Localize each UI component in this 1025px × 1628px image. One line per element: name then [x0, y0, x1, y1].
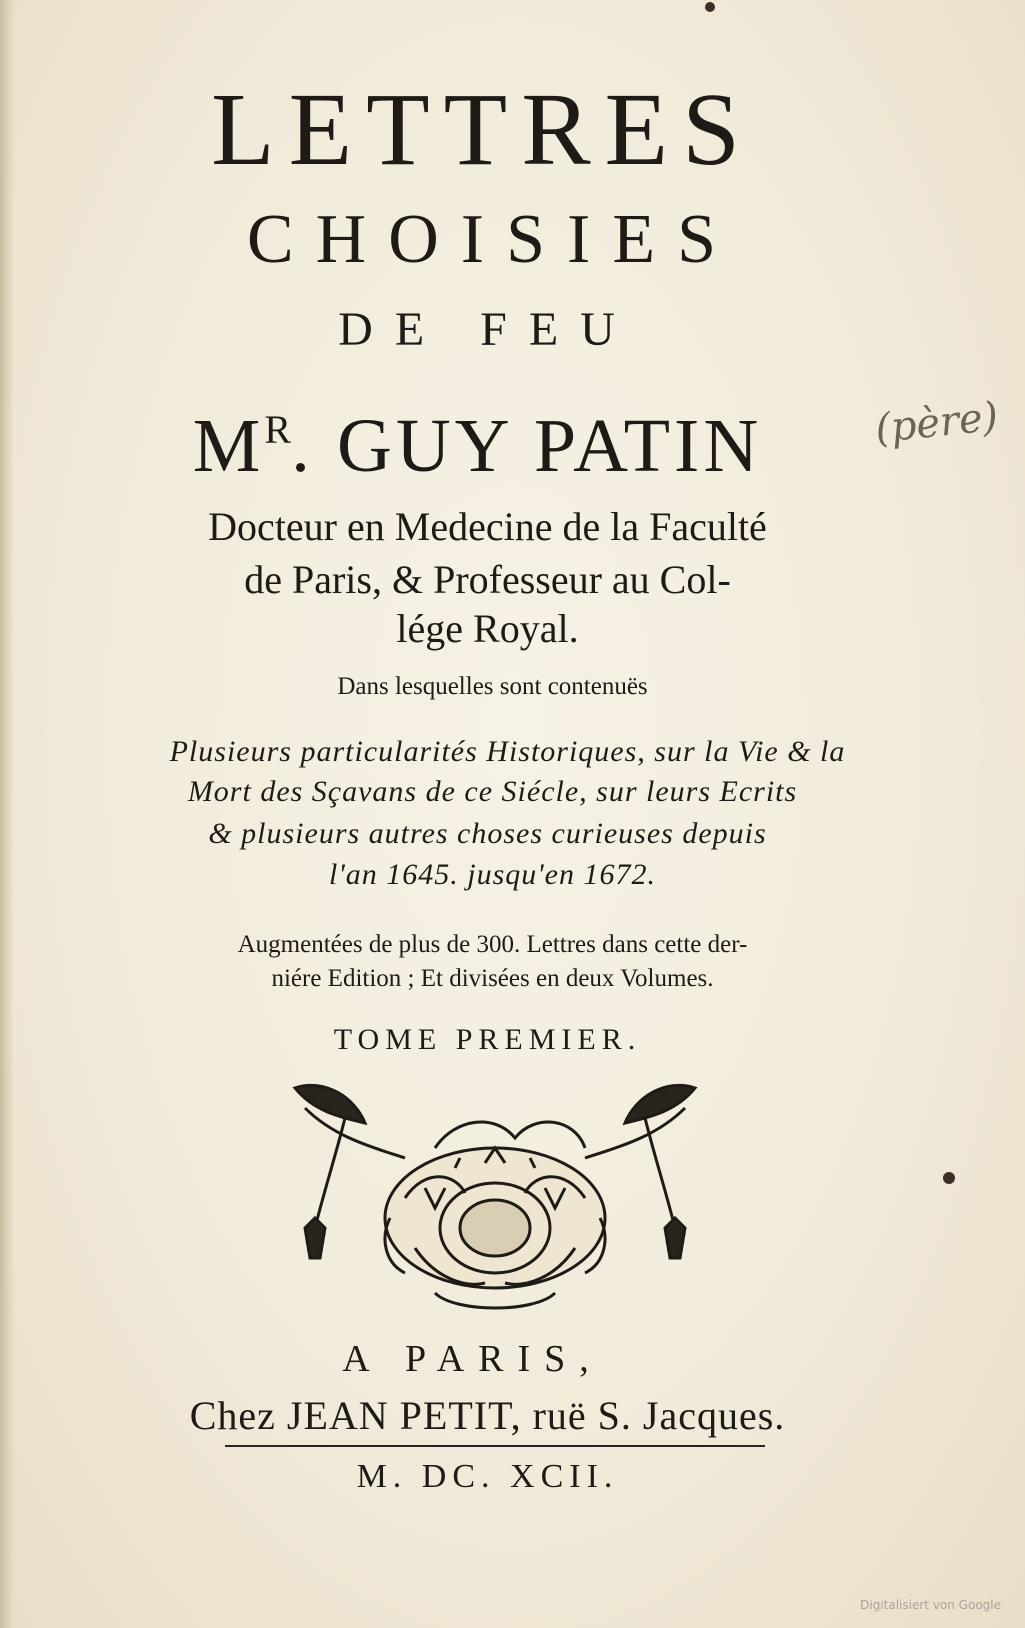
imprint-date: M. DC. XCII. — [356, 1458, 619, 1495]
ink-speck — [943, 1172, 955, 1184]
subtitle-line-2: de Paris, & Professeur au Col- — [244, 557, 731, 602]
author-name — [0, 385, 990, 491]
description-line-2: Mort des Sçavans de ce Siécle, sur leurs Ecrits — [187, 775, 798, 808]
floral-ornament-icon — [285, 1078, 705, 1323]
title-de-feu: DE FEU — [338, 303, 637, 356]
author-prefix: M — [192, 404, 265, 488]
augmented-line-2: niére Edition ; Et divisées en deux Volumes. — [271, 965, 714, 992]
digitization-watermark: Digitalisiert von Google — [860, 1598, 1001, 1612]
description-line-4: l'an 1645. jusqu'en 1672. — [329, 858, 656, 891]
description-line-1: Plusieurs particularités Historiques, sur la Vie & la — [169, 735, 846, 768]
author-surname: . GUY PATIN — [291, 404, 763, 488]
imprint-place: A PARIS, — [342, 1338, 603, 1380]
title-choisies: CHOISIES — [246, 201, 739, 278]
title-lettres: LETTRES — [211, 72, 754, 187]
volume-label: TOME PREMIER. — [333, 1023, 642, 1056]
author-prefix-sup: R — [264, 407, 292, 452]
imprint-publisher: Chez JEAN PETIT, ruë S. Jacques. — [189, 1393, 786, 1438]
subtitle-line-3: lége Royal. — [396, 606, 579, 651]
subtitle-line-1: Docteur en Medecine de la Faculté — [208, 504, 767, 549]
description-line-3: & plusieurs autres choses curieuses depuis — [208, 817, 767, 850]
augmented-line-1: Augmentées de plus de 300. Lettres dans cette der- — [237, 931, 748, 958]
handwritten-note: (père) — [872, 393, 1001, 453]
ink-speck — [705, 2, 715, 12]
intro-line: Dans lesquelles sont contenuës — [337, 673, 648, 700]
imprint-divider — [225, 1445, 765, 1447]
